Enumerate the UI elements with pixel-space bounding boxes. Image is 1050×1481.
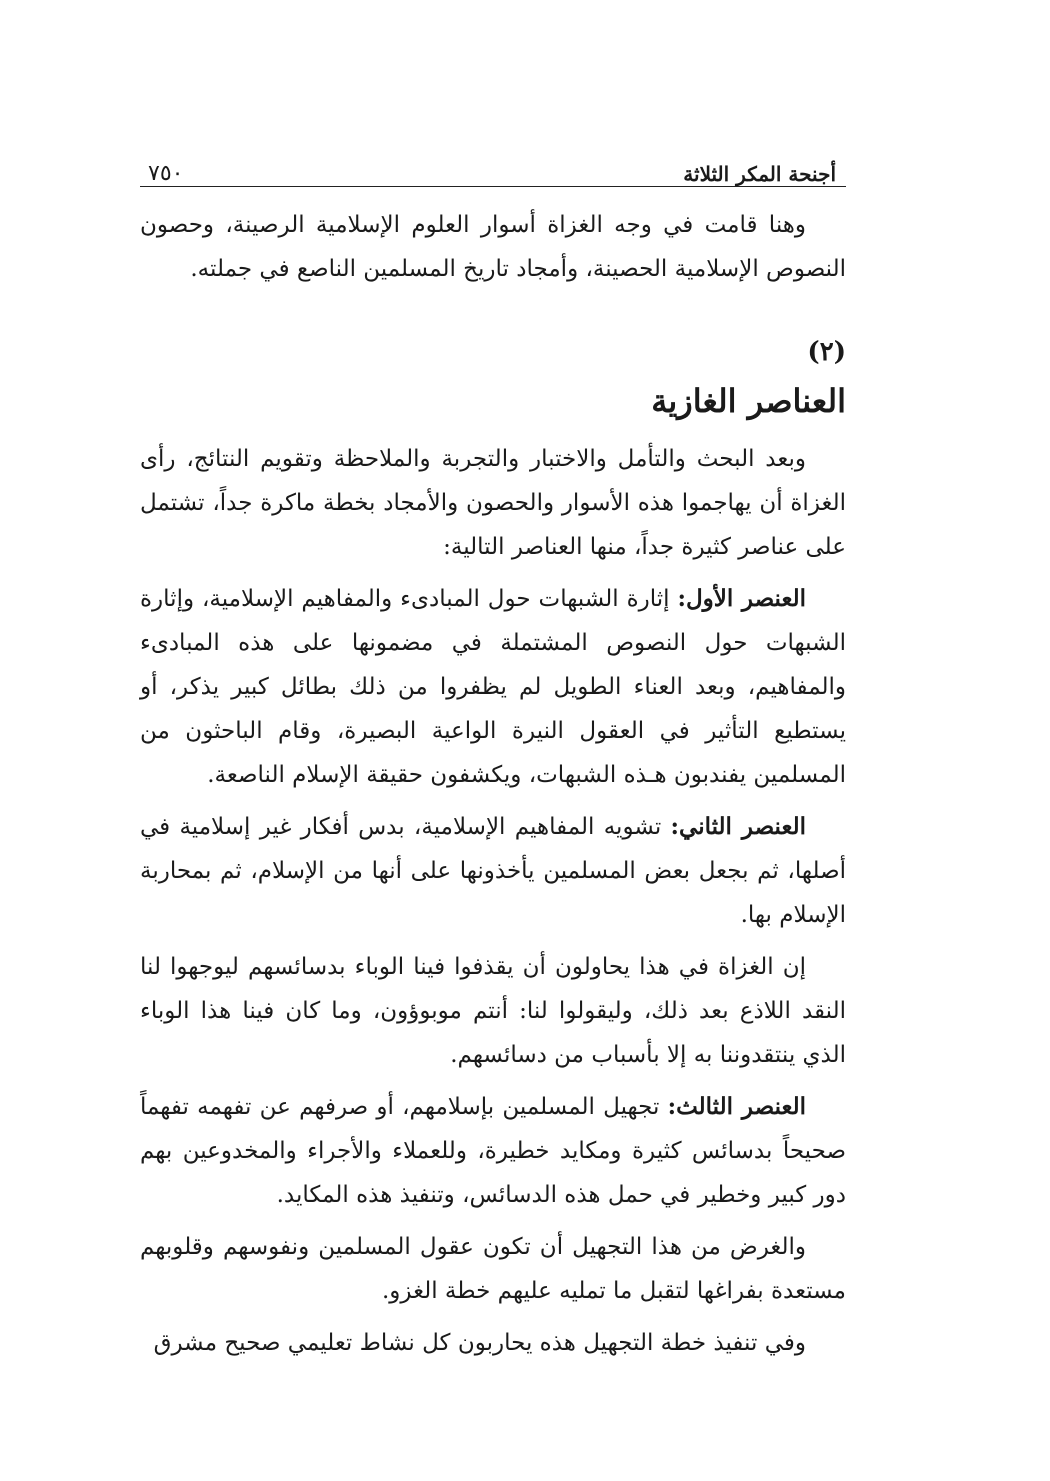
paragraph-element-two (140, 805, 846, 937)
element-three-label: العنصر الثالث: (667, 1093, 806, 1120)
paragraph-invaders-plague: إن الغزاة في هذا يحاولون أن يقذفوا فينا الوباء بدسائسهم ليوجهوا لنا النقد اللاذع بعد ذلك، وليقولوا لنا: أنتم موبوؤون، وما كان فينا هذا الوباء الذي ينتقدوننا به إلا بأسباب من دسائسهم. (140, 954, 846, 1068)
book-page (140, 150, 846, 1365)
paragraph-implementation: وفي تنفيذ خطة التجهيل هذه يحاربون كل نشاط تعليمي صحيح مشرق (153, 1330, 806, 1356)
paragraph-element-three (140, 1085, 846, 1217)
section-number: (٢) (807, 337, 846, 367)
element-three-text: تجهيل المسلمين بإسلامهم، أو صرفهم عن تفهمه تفهماً صحيحاً بدسائس كثيرة ومكايد خطيرة، وللعملاء والأجراء والمخدوعين بهم دور كبير وخطير في حمل هذه الدسائس، وتنفيذ هذه المكايد. (140, 1094, 846, 1208)
paragraph-purpose: والغرض من هذا التجهيل أن تكون عقول المسلمين ونفوسهم وقلوبهم مستعدة بفراغها لتقبل ما تمليه عليهم خطة الغزو. (140, 1234, 846, 1304)
paragraph-element-one (140, 577, 846, 797)
book-title: أجنحة المكر الثلاثة (683, 162, 836, 186)
section-title: العناصر الغازية (651, 382, 846, 420)
element-two-text: تشويه المفاهيم الإسلامية، بدس أفكار غير إسلامية في أصلها، ثم بجعل بعض المسلمين يأخذونها على أنها من الإسلام، ثم بمحاربة الإسلام بها. (140, 814, 846, 928)
paragraph-intro-elements: وبعد البحث والتأمل والاختبار والتجربة والملاحظة وتقويم النتائج، رأى الغزاة أن يهاجموا هذه الأسوار والحصون والأمجاد بخطة ماكرة جداً، تشتمل على عناصر كثيرة جداً، منها العناصر التالية: (140, 446, 846, 560)
element-two-label: العنصر الثاني: (670, 813, 806, 840)
element-one-text: إثارة الشبهات حول المبادىء والمفاهيم الإسلامية، وإثارة الشبهات حول النصوص المشتملة في مضمونها على هذه المبادىء والمفاهيم، وبعد العناء الطويل لم يظفروا من ذلك بطائل كبير يذكر، أو يستطيع التأثير في العقول النيرة الواعية البصيرة، وقام الباحثون من المسلمين يفندبون هـذه الشبهات، ويكشفون حقيقة الإسلام الناصعة. (140, 586, 846, 788)
element-one-label: العنصر الأول: (677, 585, 806, 612)
intro-paragraph: وهنا قامت في وجه الغزاة أسوار العلوم الإسلامية الرصينة، وحصون النصوص الإسلامية الحصينة، وأمجاد تاريخ المسلمين الناصع في جملته. (140, 212, 846, 282)
running-header (140, 150, 846, 187)
page-number: ٧٥٠ (148, 161, 184, 186)
page-body (140, 203, 846, 1365)
